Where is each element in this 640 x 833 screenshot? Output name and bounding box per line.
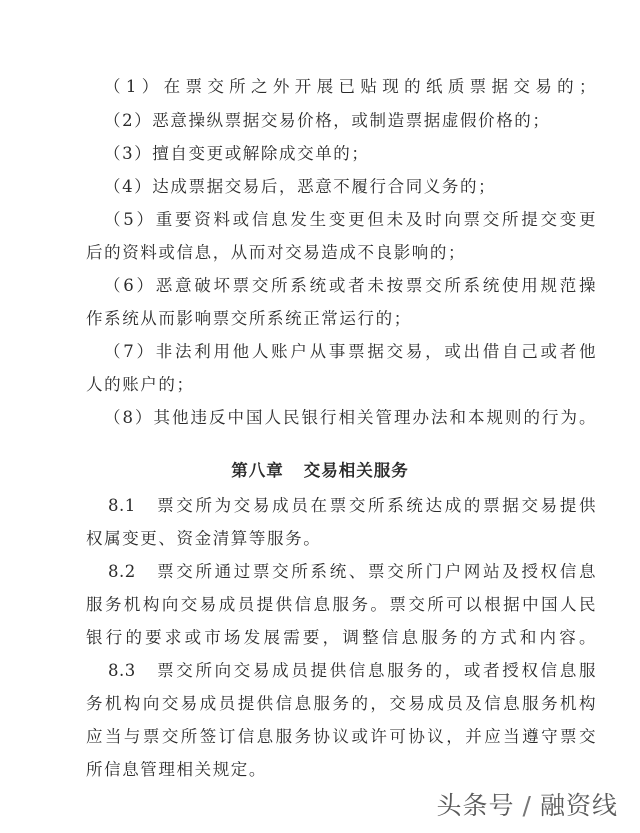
clause-8-3-line-3: 应当与票交所签订信息服务协议或许可协议，并应当遵守票交 (86, 727, 596, 746)
clause-8-1-line-2: 权属变更、资金清算等服务。 (86, 529, 322, 548)
watermark-author: 融资线 (539, 791, 618, 820)
clause-8-1-line-1: 8.1 票交所为交易成员在票交所系统达成的票据交易提供 (108, 496, 596, 515)
item-6-line-1: （6）恶意破坏票交所系统或者未按票交所系统使用规范操 (104, 276, 596, 295)
item-4-line-1: （4）达成票据交易后，恶意不履行合同义务的； (104, 177, 497, 196)
clause-8-3-line-2: 务机构向交易成员提供信息服务的，交易成员及信息服务机构 (86, 694, 596, 713)
watermark-separator: / (522, 791, 532, 820)
clause-8-2-line-2: 服务机构向交易成员提供信息服务。票交所可以根据中国人民 (86, 595, 596, 614)
item-7-line-1: （7）非法利用他人账户从事票据交易，或出借自己或者他 (104, 342, 596, 361)
item-7-line-2: 人的账户的； (86, 375, 195, 394)
item-5-line-2: 后的资料或信息，从而对交易造成不良影响的； (86, 243, 467, 262)
clause-8-3-line-4: 所信息管理相关规定。 (86, 760, 267, 779)
item-2-line-1: （2）恶意操纵票据交易价格，或制造票据虚假价格的； (104, 111, 551, 130)
chapter-number: 第八章 (231, 461, 284, 480)
clause-8-2-line-3: 银行的要求或市场发展需要，调整信息服务的方式和内容。 (86, 628, 596, 647)
item-6-line-2: 作系统从而影响票交所系统正常运行的； (86, 309, 412, 328)
chapter-heading (0, 461, 640, 481)
watermark (437, 786, 618, 822)
item-8-line-1: （8）其他违反中国人民银行相关管理办法和本规则的行为。 (104, 408, 596, 427)
clause-8-2-line-1: 8.2 票交所通过票交所系统、票交所门户网站及授权信息 (108, 562, 596, 581)
item-3-line-1: （3）擅自变更或解除成交单的； (104, 144, 370, 163)
clause-8-3-line-1: 8.3 票交所向交易成员提供信息服务的，或者授权信息服 (108, 661, 596, 680)
chapter-title: 交易相关服务 (303, 461, 409, 480)
item-5-line-1: （5）重要资料或信息发生变更但未及时向票交所提交变更 (104, 210, 596, 229)
item-1-line-1: （1）在票交所之外开展已贴现的纸质票据交易的； (104, 77, 596, 96)
watermark-source: 头条号 (436, 791, 515, 820)
